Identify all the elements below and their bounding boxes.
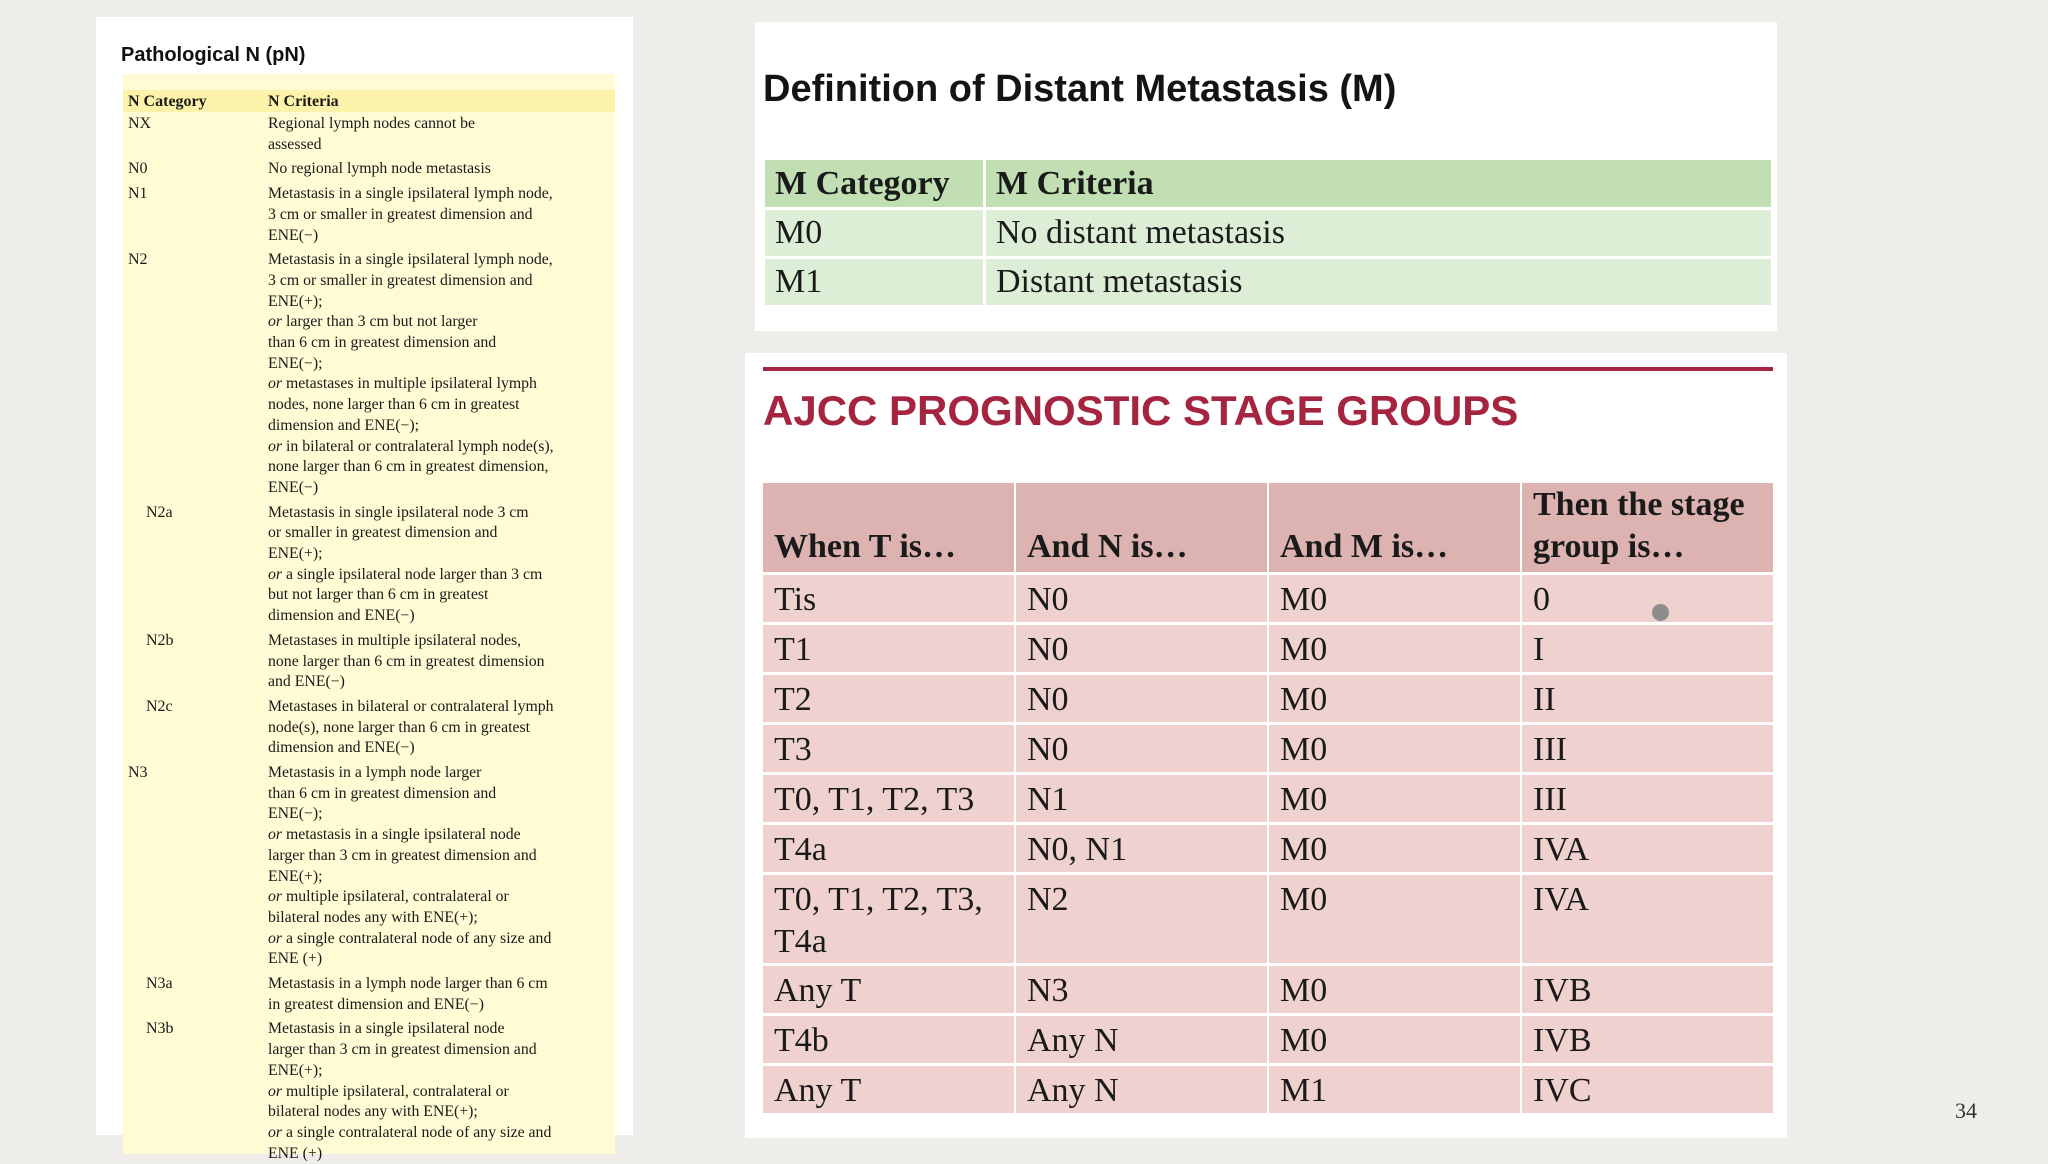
pn-criteria-text: ENE(+); (268, 292, 323, 310)
pn-criteria-text: but not larger than 6 cm in greatest (268, 586, 489, 604)
pn-criteria-text: ENE(+); (268, 545, 323, 562)
pn-criteria-line (268, 374, 613, 395)
m-row-category: M1 (765, 259, 983, 305)
m-header-category: M Category (765, 160, 983, 207)
pn-criteria-line (268, 226, 613, 247)
pn-header-criteria: N Criteria (268, 93, 339, 110)
pn-criteria-line (268, 738, 613, 759)
ajcc-row-stage: IVB (1522, 966, 1773, 1013)
ajcc-table-row (763, 675, 1773, 722)
ajcc-row-stage: II (1522, 675, 1773, 722)
pn-criteria-line (268, 887, 613, 908)
pn-criteria-line (268, 867, 613, 888)
pn-criteria-text: Metastasis in a single ipsilateral lymph node, (268, 251, 553, 269)
ajcc-table-row (763, 775, 1773, 822)
pn-criteria-or: or (268, 565, 283, 583)
pn-criteria-text: Metastases in multiple ipsilateral nodes, (268, 631, 522, 649)
ajcc-row-n: N0 (1016, 575, 1267, 622)
ajcc-row-stage: IVA (1522, 875, 1773, 963)
pn-criteria-or: or (268, 888, 283, 906)
ajcc-row-n: N1 (1016, 775, 1267, 822)
pn-row-category: N2b (146, 631, 174, 649)
pn-criteria-text: metastases in multiple ipsilateral lymph (282, 375, 537, 393)
ajcc-row-t: T1 (763, 625, 1014, 672)
pn-criteria-line (268, 929, 613, 950)
pn-criteria-line (268, 672, 613, 693)
pn-row-category: N2 (128, 251, 148, 269)
ajcc-row-t: T4b (763, 1016, 1014, 1063)
pn-criteria-line (268, 395, 613, 416)
pn-criteria-line (268, 1144, 613, 1164)
ajcc-row-m: M0 (1269, 966, 1520, 1013)
m-table-row (765, 210, 1771, 256)
pn-criteria-line (268, 1061, 613, 1082)
ajcc-row-n: Any N (1016, 1016, 1267, 1063)
pn-criteria-line (268, 1123, 613, 1144)
pn-criteria-text: ENE(−) (268, 478, 319, 496)
ajcc-row-m: M0 (1269, 1016, 1520, 1063)
pn-criteria-text: node(s), none larger than 6 cm in greatest (268, 718, 531, 736)
pn-criteria-text: ENE (+) (268, 950, 323, 968)
pn-criteria-line (268, 763, 613, 784)
pn-criteria-or: or (268, 375, 283, 393)
pn-row-category: N2a (146, 503, 173, 521)
ajcc-row-m: M1 (1269, 1066, 1520, 1113)
pn-criteria-text: Regional lymph nodes cannot be (268, 115, 476, 132)
pn-criteria-text: ENE(+); (268, 1061, 323, 1079)
ajcc-row-n: N0, N1 (1016, 825, 1267, 872)
pn-criteria-or: or (268, 1082, 283, 1100)
pn-criteria-text: a single contralateral node of any size and (282, 929, 552, 947)
pn-criteria-line (268, 846, 613, 867)
pn-criteria-text: assessed (268, 135, 322, 153)
pn-criteria-text: 3 cm or smaller in greatest dimension and (268, 205, 533, 223)
pn-criteria-text: ENE(−); (268, 805, 323, 823)
pn-criteria-line (268, 457, 613, 478)
ajcc-title: AJCC PROGNOSTIC STAGE GROUPS (763, 387, 1519, 434)
pn-criteria-text: none larger than 6 cm in greatest dimension (268, 652, 545, 670)
pn-criteria-line (268, 292, 613, 313)
pn-criteria-or: or (268, 437, 283, 455)
pn-criteria-line (268, 1082, 613, 1103)
pn-criteria-line (268, 478, 613, 499)
pn-row-category: N3a (146, 975, 173, 992)
pn-criteria-text: ENE(−) (268, 226, 319, 244)
pn-criteria-text: Metastases in bilateral or contralateral lymph (268, 697, 554, 715)
pn-row-criteria (268, 250, 613, 498)
pn-criteria-text: in greatest dimension and ENE(−) (268, 995, 484, 1013)
pn-criteria-line (268, 974, 613, 995)
pn-criteria-text: Metastasis in a lymph node larger (268, 764, 482, 781)
pn-criteria-text: Metastasis in a lymph node larger than 6 cm (268, 975, 548, 992)
pn-criteria-text: and ENE(−) (268, 673, 345, 691)
ajcc-row-m: M0 (1269, 825, 1520, 872)
m-panel (755, 22, 1777, 331)
ajcc-row-t: T0, T1, T2, T3, T4a (763, 875, 1014, 963)
pn-criteria-line (268, 631, 613, 652)
pn-criteria-line (268, 565, 613, 586)
pn-criteria-text: larger than 3 cm in greatest dimension and (268, 1041, 537, 1059)
ajcc-table-row (763, 1016, 1773, 1063)
page-number: 34 (1955, 1098, 1977, 1123)
pointer-dot (1652, 604, 1669, 621)
pn-criteria-line (268, 354, 613, 375)
pn-criteria-line (268, 1040, 613, 1061)
pn-criteria-text: a single contralateral node of any size and (282, 1123, 552, 1141)
pn-criteria-line (268, 159, 613, 180)
ajcc-table-row (763, 625, 1773, 672)
pn-criteria-text: 3 cm or smaller in greatest dimension and (268, 271, 533, 289)
pn-row-category: NX (128, 115, 152, 132)
pn-criteria-line (268, 271, 613, 292)
pn-criteria-line (268, 1019, 613, 1040)
pn-criteria-text: ENE(−); (268, 354, 323, 372)
ajcc-row-m: M0 (1269, 775, 1520, 822)
ajcc-table-row (763, 575, 1773, 622)
pn-criteria-text: none larger than 6 cm in greatest dimension, (268, 458, 549, 476)
pn-criteria-line (268, 250, 613, 271)
ajcc-row-n: N3 (1016, 966, 1267, 1013)
pn-criteria-text: ENE(+); (268, 867, 323, 885)
pn-criteria-text: metastasis in a single ipsilateral node (282, 826, 521, 844)
pn-row-criteria (268, 503, 613, 627)
pn-criteria-line (268, 503, 613, 524)
pn-criteria-line (268, 1102, 613, 1123)
ajcc-row-t: Any T (763, 966, 1014, 1013)
pn-criteria-line (268, 804, 613, 825)
pn-table-header (123, 90, 615, 112)
pn-title: Pathological N (pN) (121, 44, 306, 66)
m-row-category: M0 (765, 210, 983, 256)
pn-criteria-text: than 6 cm in greatest dimension and (268, 784, 497, 802)
pn-row-category: N1 (128, 185, 148, 203)
pn-criteria-or: or (268, 313, 283, 331)
ajcc-title-rule (763, 367, 1773, 371)
ajcc-header-stage: Then the stage group is… (1522, 483, 1773, 572)
pn-criteria-text: Metastasis in single ipsilateral node 3 cm (268, 503, 529, 521)
pn-criteria-or: or (268, 1123, 283, 1141)
pn-row-criteria (268, 159, 613, 180)
pn-criteria-line (268, 606, 613, 627)
pn-panel (96, 17, 633, 1162)
ajcc-header-n: And N is… (1016, 483, 1267, 572)
pn-criteria-line (268, 437, 613, 458)
pn-criteria-text: Metastasis in a single ipsilateral lymph node, (268, 185, 553, 203)
pn-row-criteria (268, 763, 613, 970)
ajcc-row-t: T3 (763, 725, 1014, 772)
ajcc-row-stage: III (1522, 725, 1773, 772)
ajcc-table-header (763, 483, 1773, 572)
pn-criteria-line (268, 523, 613, 544)
pn-criteria-text: dimension and ENE(−) (268, 607, 415, 625)
pn-criteria-line (268, 949, 613, 970)
m-title: Definition of Distant Metastasis (M) (763, 68, 1397, 110)
pn-row-criteria (268, 631, 613, 693)
m-header-criteria: M Criteria (986, 160, 1771, 207)
ajcc-row-t: T2 (763, 675, 1014, 722)
pn-criteria-text: multiple ipsilateral, contralateral or (282, 1082, 509, 1100)
pn-criteria-line (268, 184, 613, 205)
pn-criteria-text: larger than 3 cm in greatest dimension and (268, 846, 537, 864)
pn-row-criteria (268, 974, 613, 1015)
pn-criteria-line (268, 114, 613, 135)
ajcc-row-t: Any T (763, 1066, 1014, 1113)
pn-criteria-text: a single ipsilateral node larger than 3 cm (282, 565, 543, 583)
ajcc-row-m: M0 (1269, 575, 1520, 622)
pn-criteria-text: ENE (+) (268, 1144, 323, 1162)
pn-criteria-line (268, 585, 613, 606)
ajcc-row-n: N0 (1016, 725, 1267, 772)
ajcc-table-row (763, 1066, 1773, 1113)
pn-criteria-line (268, 333, 613, 354)
ajcc-row-n: N2 (1016, 875, 1267, 963)
ajcc-header-m: And M is… (1269, 483, 1520, 572)
ajcc-table-row (763, 875, 1773, 963)
ajcc-table-row (763, 725, 1773, 772)
ajcc-row-t: T4a (763, 825, 1014, 872)
m-table-header (765, 160, 1771, 207)
pn-criteria-text: dimension and ENE(−) (268, 739, 415, 757)
ajcc-row-n: Any N (1016, 1066, 1267, 1113)
pn-criteria-or: or (268, 929, 283, 947)
pn-criteria-line (268, 652, 613, 673)
ajcc-header-t: When T is… (763, 483, 1014, 572)
pn-row-category: N3b (146, 1020, 174, 1038)
pn-row-criteria (268, 1019, 613, 1164)
pn-criteria-text: than 6 cm in greatest dimension and (268, 334, 497, 351)
pn-row-criteria (268, 697, 613, 759)
ajcc-row-t: T0, T1, T2, T3 (763, 775, 1014, 822)
m-row-criteria: Distant metastasis (986, 259, 1771, 305)
pn-criteria-text: nodes, none larger than 6 cm in greatest (268, 396, 520, 414)
pn-criteria-line (268, 784, 613, 805)
pn-criteria-text: in bilateral or contralateral lymph node(s), (282, 437, 554, 455)
ajcc-row-stage: IVC (1522, 1066, 1773, 1113)
pn-row-criteria (268, 114, 613, 155)
pn-row-category: N3 (128, 764, 148, 781)
pn-header-category: N Category (128, 93, 207, 110)
m-row-criteria: No distant metastasis (986, 210, 1771, 256)
ajcc-row-t: Tis (763, 575, 1014, 622)
pn-criteria-line (268, 312, 613, 333)
m-table-row (765, 259, 1771, 305)
ajcc-table-row (763, 966, 1773, 1013)
pn-criteria-line (268, 995, 613, 1016)
ajcc-row-n: N0 (1016, 625, 1267, 672)
ajcc-row-m: M0 (1269, 675, 1520, 722)
pn-criteria-or: or (268, 826, 283, 844)
pn-row-category: N0 (128, 160, 148, 178)
pn-criteria-line (268, 416, 613, 437)
ajcc-row-stage: 0 (1522, 575, 1773, 622)
ajcc-row-stage: IVA (1522, 825, 1773, 872)
pn-criteria-line (268, 718, 613, 739)
ajcc-row-stage: IVB (1522, 1016, 1773, 1063)
pn-criteria-text: larger than 3 cm but not larger (282, 313, 478, 331)
pn-criteria-line (268, 135, 613, 156)
pn-criteria-line (268, 825, 613, 846)
ajcc-panel (745, 353, 1787, 1138)
pn-criteria-text: bilateral nodes any with ENE(+); (268, 1103, 478, 1121)
pn-criteria-line (268, 205, 613, 226)
pn-table (123, 74, 615, 1162)
pn-criteria-text: No regional lymph node metastasis (268, 160, 491, 178)
pn-criteria-line (268, 697, 613, 718)
ajcc-table-row (763, 825, 1773, 872)
pn-criteria-text: multiple ipsilateral, contralateral or (282, 888, 509, 906)
pn-criteria-line (268, 544, 613, 565)
ajcc-row-stage: I (1522, 625, 1773, 672)
pn-criteria-text: bilateral nodes any with ENE(+); (268, 908, 478, 926)
pn-criteria-text: Metastasis in a single ipsilateral node (268, 1020, 505, 1038)
pn-criteria-line (268, 908, 613, 929)
ajcc-row-m: M0 (1269, 725, 1520, 772)
ajcc-row-stage: III (1522, 775, 1773, 822)
ajcc-row-m: M0 (1269, 875, 1520, 963)
ajcc-row-n: N0 (1016, 675, 1267, 722)
pn-row-category: N2c (146, 697, 173, 715)
pn-row-criteria (268, 184, 613, 246)
pn-criteria-text: dimension and ENE(−); (268, 416, 420, 434)
pn-criteria-text: or smaller in greatest dimension and (268, 524, 498, 542)
ajcc-row-m: M0 (1269, 625, 1520, 672)
